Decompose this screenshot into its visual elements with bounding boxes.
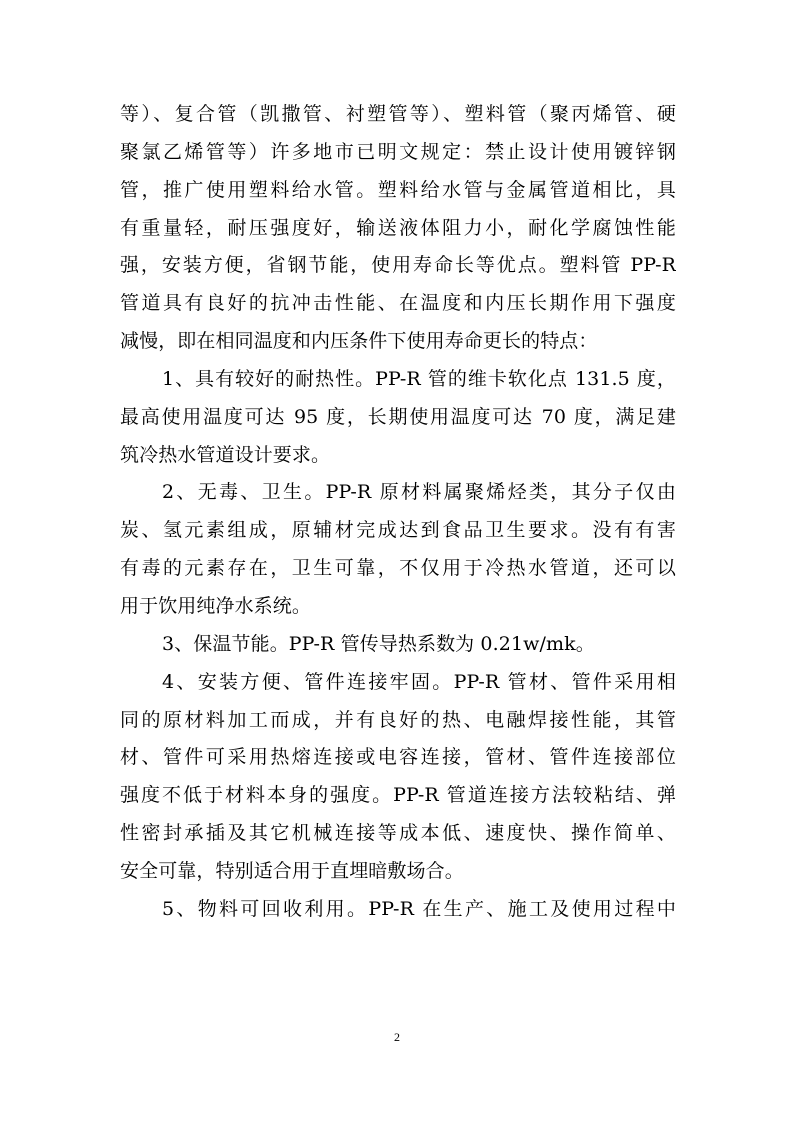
text-line: 4、安装方便、管件连接牢固。PP-R 管材、管件采用相: [162, 670, 676, 693]
text-line: 炭、氢元素组成，原辅材完成达到食品卫生要求。没有有害: [120, 519, 676, 542]
text-line: 3、保温节能。PP-R 管传导热系数为 0.21w/mk。: [162, 632, 595, 655]
text-line: 筑冷热水管道设计要求。: [120, 443, 331, 466]
body-text: [120, 96, 676, 929]
text-line: 有重量轻，耐压强度好，输送液体阻力小，耐化学腐蚀性能: [120, 216, 676, 239]
text-line: 管道具有良好的抗冲击性能、在温度和内压长期作用下强度: [120, 292, 676, 315]
text-line: 管，推广使用塑料给水管。塑料给水管与金属管道相比，具: [120, 178, 676, 201]
text-line: 同的原材料加工而成，并有良好的热、电融焊接性能，其管: [120, 708, 676, 731]
text-line: 减慢，即在相同温度和内压条件下使用寿命更长的特点：: [120, 330, 598, 353]
text-line: 2、无毒、卫生。PP-R 原材料属聚烯烃类，其分子仅由: [162, 481, 676, 504]
text-line: 5、物料可回收利用。PP-R 在生产、施工及使用过程中: [162, 897, 676, 920]
text-line: 1、具有较好的耐热性。PP-R 管的维卡软化点 131.5 度，: [162, 367, 676, 390]
text-line: 最高使用温度可达 95 度，长期使用温度可达 70 度，满足建: [120, 405, 676, 428]
text-line: 强，安装方便，省钢节能，使用寿命长等优点。塑料管 PP-R: [120, 254, 676, 277]
page-number: 2: [394, 1030, 400, 1044]
text-line: 聚氯乙烯管等）许多地市已明文规定：禁止设计使用镀锌钢: [120, 140, 676, 163]
text-line: 安全可靠，特别适合用于直埋暗敷场合。: [120, 859, 464, 882]
text-line: 用于饮用纯净水系统。: [120, 594, 312, 617]
text-line: 有毒的元素存在，卫生可靠，不仅用于冷热水管道，还可以: [120, 557, 676, 580]
text-line: 性密封承插及其它机械连接等成本低、速度快、操作简单、: [120, 822, 676, 845]
text-line: 材、管件可采用热熔连接或电容连接，管材、管件连接部位: [120, 746, 676, 769]
text-line: 强度不低于材料本身的强度。PP-R 管道连接方法较粘结、弹: [120, 784, 676, 807]
text-line: 等）、复合管（凯撒管、衬塑管等）、塑料管（聚丙烯管、硬: [120, 103, 676, 125]
